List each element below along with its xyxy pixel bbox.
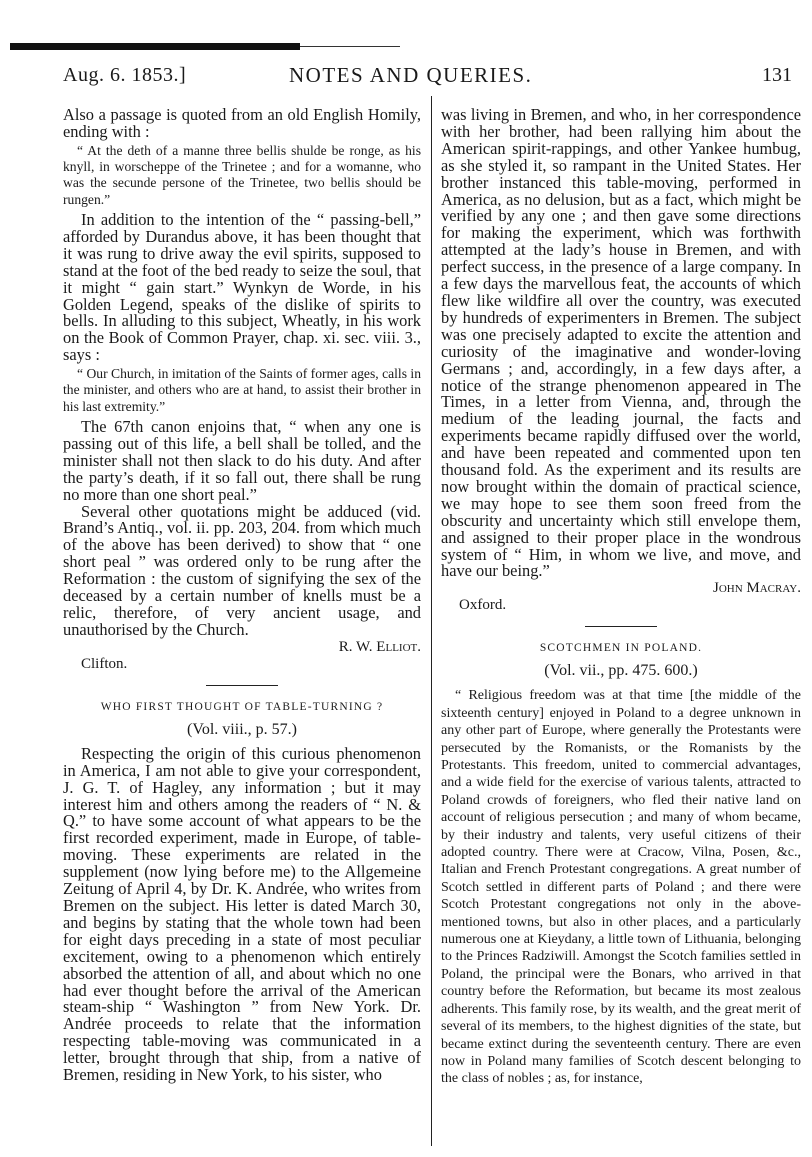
left-column	[63, 107, 421, 1084]
top-rule-thin	[300, 46, 400, 47]
section-reference: (Vol. vii., pp. 475. 600.)	[544, 662, 698, 680]
header-title: NOTES AND QUERIES.	[289, 63, 533, 87]
quotation: “ Religious freedom was at that time [the middle of the sixteenth century] enjoyed in Poland to a degree unknown in any other part of Europe, where generally the Protestants were persecuted by the Romanists, or the Romanists by the Protestants. This freedom, united to commercial advantages, and a wide field for the exercise of various talents, attracted to Poland crowds of foreigners, who fled their native land on account of religious persecution ; and many of whom became, by their industry and talents, very useful citizens of their adopted country. There were at Cracow, Vilna, Posen, &c., Italian and French Protestant congregations. A great number of Scotch settled in different parts of Poland ; and there were Scotch Protestant congregations not only in the above-mentioned towns, but also in other places, and a particularly numerous one at Kieydany, a little town of Lithuania, belonging to the Princes Radziwill. Amongst the Scotch families settled in Poland, the principal were the Bonars, who arrived in that country before the Reformation, but became its most zealous adherents. This family rose, by its wealth, and the great merit of several of its members, to the highest dignities of the state, but became extinct during the seventeenth century. There are even now in Poland many families of Scotch descent belonging to the class of nobles ; as, for instance,	[441, 688, 801, 1087]
paragraph: Respecting the origin of this curious phenomenon in America, I am not able to give your correspondent, J. G. T. of Hagley, any information ; but it may interest him and others among the readers of “ N. & Q.” to have some account of what appears to be the first recorded experiment, made in Europe, of table-moving. These experiments are related in the supplement (now lying before me) to the Allgemeine Zeitung of April 4, by Dr. K. Andrée, who writes from Bremen on the subject. His letter is dated March 30, and begins by stating that the whole town had been for eight days preceding in a state of most peculiar excitement, owing to a phenomenon which entirely absorbed the attention of all, and about which no one had ever thought before the arrival of the American steam-ship “ Washington ” from New York. Dr. Andrée proceeds to relate that the information respecting table-moving was communicated in a letter, brought through that ship, from a native of Bremen, residing in New York, to his sister, who	[63, 743, 421, 1085]
top-rule	[10, 43, 300, 50]
section-reference: (Vol. viii., p. 57.)	[187, 720, 297, 738]
dateline-place: Oxford.	[459, 597, 507, 614]
right-column	[441, 107, 801, 1088]
section-title: SCOTCHMEN IN POLAND.	[539, 642, 703, 655]
column-divider	[431, 96, 432, 1146]
signature: R. W. Elliot.	[338, 638, 421, 655]
dateline-place: Clifton.	[81, 655, 128, 672]
section-divider	[585, 626, 657, 627]
paragraph: In addition to the intention of the “ passing-bell,” afforded by Durandus above, it has been thought that it was rung to drive away the evil spirits, supposed to stand at the foot of the bed ready to seize the soul, that it might “ gain start.” Wynkyn de Worde, in his Golden Legend, speaks of the dislike of spirits to bells. In alluding to this subject, Wheatly, in his work on the Book of Common Prayer, chap. xi. sec. viii. 3., says :	[63, 210, 421, 365]
signature: John Macray.	[712, 580, 801, 597]
quotation: “ Our Church, in imitation of the Saints of former ages, calls in the minister, and others who are at hand, to assist their brother in his last extremity.”	[63, 366, 421, 414]
section-divider	[206, 685, 278, 686]
running-header	[63, 62, 800, 94]
section-title: WHO FIRST THOUGHT OF TABLE-TURNING ?	[100, 700, 384, 713]
page-number: 131	[762, 64, 792, 86]
paragraph: Several other quotations might be adduced (vid. Brand’s Antiq., vol. ii. pp. 203, 204. from which much of the above has been derived) to show that “ one short peal ” was ordered only to be rung after the Reformation : the custom of signifying the sex of the deceased by a certain number of knells must be a relic, therefore, of very ancient usage, and unauthorised by the Church.	[63, 501, 421, 639]
quotation: “ At the deth of a manne three bellis shulde be ronge, as his knyll, in worscheppe of the Trinetee ; and for a womanne, who was the secunde persone of the Trinetee, two bellis should be rungen.”	[63, 142, 421, 207]
header-date: Aug. 6. 1853.]	[63, 64, 187, 86]
paragraph: was living in Bremen, and who, in her correspondence with her brother, had been rallying him about the American spirit-rappings, and other Yankee humbug, as she styled it, so rampant in the United States. Her brother instanced this table-moving, performed in America, as no delusion, but as a fact, which might be verified by any one ; and then gave some directions for making the experiment, which was forthwith attempted at the lady’s house in Bremen, and with perfect success, in the presence of a large company. In a few days the marvellous feat, the accounts of which flew like wildfire all over the country, was executed by hundreds of experimenters in Bremen. The subject was one precisely adapted to excite the attention and curiosity of the imaginative and wonder-loving Germans ; and, accordingly, in a few days after, a notice of the strange phenomenon appeared in The Times, in a letter from Vienna, and, through the medium of the leading journal, the facts and experiments became rapidly diffused over the world, and have been repeated and commented upon ten thousand fold. As the experiment and its results are now brought within the domain of practical science, we may hope to see them soon freed from the obscurity and uncertainty which still envelope them, and assigned to their proper place in the wondrous system of “ Him, in whom we live, and move, and have our being.”	[441, 105, 801, 581]
paragraph: Also a passage is quoted from an old English Homily, ending with :	[63, 105, 421, 141]
paragraph: The 67th canon enjoins that, “ when any one is passing out of this life, a bell shall be tolled, and the minister shall not then slack to do his duty. And after the party’s death, if it so fall out, there shall be rung no more than one short peal.”	[63, 417, 421, 504]
